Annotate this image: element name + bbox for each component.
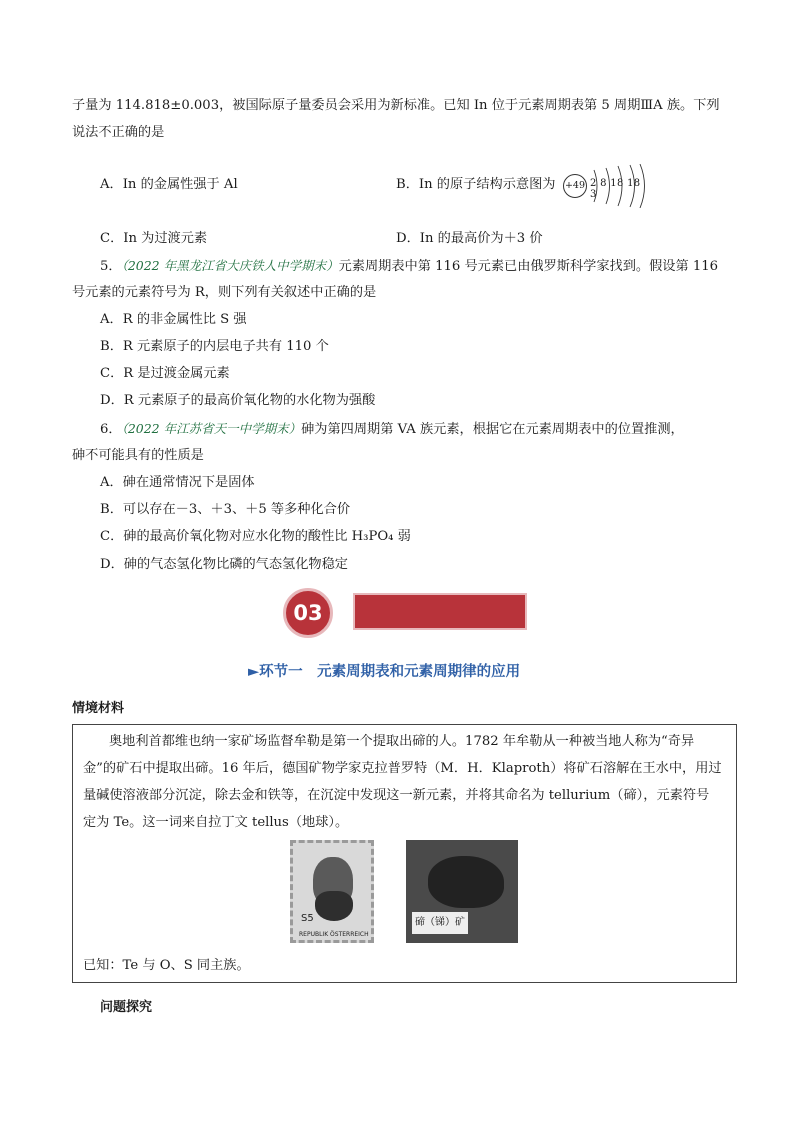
- q6-option-d: D．砷的气态氢化物比磷的气态氢化物稳定: [100, 557, 348, 572]
- context-label: 情境材料: [72, 701, 125, 716]
- q6-stem-text: 砷为第四周期第 VA 族元素，根据它在元素周期表中的位置推测，: [301, 422, 684, 437]
- context-para-line2: 金”的矿石中提取出碲。16 年后，德国矿物学家克拉普罗特（M．H．Klaproth）将矿石溶解在王水中，用过: [83, 761, 722, 776]
- ore-label: 碲（锑）矿: [412, 912, 468, 934]
- atomic-structure-diagram: [560, 164, 650, 208]
- section-number-badge: 03: [283, 588, 333, 638]
- q4-stem-line2: 说法不正确的是: [72, 125, 165, 140]
- stamp-country: REPUBLIK ÖSTERREICH: [299, 931, 369, 938]
- klaproth-stamp-image: [290, 840, 374, 943]
- q6-option-a: A．砷在通常情况下是固体: [100, 475, 255, 490]
- q5-stem-text: 元素周期表中第 116 号元素已由俄罗斯科学家找到。假设第 116: [338, 259, 719, 274]
- q5-option-a: A．R 的非金属性比 S 强: [100, 312, 247, 327]
- q6-stem-line2: 砷不可能具有的性质是: [72, 448, 204, 463]
- q5-option-c: C．R 是过渡金属元素: [100, 366, 230, 381]
- section-title: ►环节一 元素周期表和元素周期律的应用: [248, 664, 521, 680]
- context-para-line1: 奥地利首都维也纳一家矿场监督牟勒是第一个提取出碲的人。1782 年牟勒从一种被当地人称为“奇异: [109, 734, 695, 749]
- q5-option-d: D．R 元素原子的最高价氧化物的水化物为强酸: [100, 393, 376, 408]
- q5-number: 5．: [100, 259, 122, 274]
- q4-option-a: A．In 的金属性强于 Al: [100, 177, 238, 192]
- q5-option-b: B．R 元素原子的内层电子共有 110 个: [100, 339, 329, 354]
- ore-rock: [428, 856, 504, 908]
- known-condition: 已知：Te 与 O、S 同主族。: [83, 958, 250, 973]
- context-material-box: [72, 724, 737, 983]
- q5-stem-line1: [100, 257, 718, 276]
- q6-stem-line1: [100, 420, 684, 439]
- stamp-value: S5: [301, 913, 314, 924]
- q5-stem-line2: 号元素的元素符号为 R，则下列有关叙述中正确的是: [72, 285, 377, 300]
- q5-source: （2022 年黑龙江省大庆铁人中学期末）: [121, 258, 339, 273]
- portrait-beard: [315, 891, 353, 921]
- tellurium-ore-image: [406, 840, 518, 943]
- context-para-line3: 量碱使溶液部分沉淀，除去金和铁等，在沉淀中发现这一新元素，并将其命名为 tellurium（碲），元素符号: [83, 788, 710, 803]
- q6-option-b: B．可以存在－3、＋3、＋5 等多种化合价: [100, 502, 351, 517]
- shell-arcs: [560, 164, 650, 208]
- context-para-line4: 定为 Te。这一词来自拉丁文 tellus（地球）。: [83, 815, 349, 830]
- q6-source: （2022 年江苏省天一中学期末）: [121, 421, 302, 436]
- inquiry-label: 问题探究: [100, 1000, 153, 1015]
- q4-option-c: C．In 为过渡元素: [100, 231, 208, 246]
- q4-option-b: B．In 的原子结构示意图为: [396, 177, 556, 192]
- q4-option-d: D．In 的最高价为＋3 价: [396, 231, 543, 246]
- q6-number: 6．: [100, 422, 122, 437]
- electron-shells: 2 8 18 18 3: [590, 178, 641, 200]
- section-banner-bar: [353, 593, 527, 630]
- nucleus-charge: +49: [563, 174, 587, 198]
- q6-option-c: C．砷的最高价氧化物对应水化物的酸性比 H₃PO₄ 弱: [100, 529, 411, 544]
- q4-stem-line1: 子量为 114.818±0.003，被国际原子量委员会采用为新标准。已知 In 位于元素周期表第 5 周期ⅢA 族。下列: [72, 98, 720, 113]
